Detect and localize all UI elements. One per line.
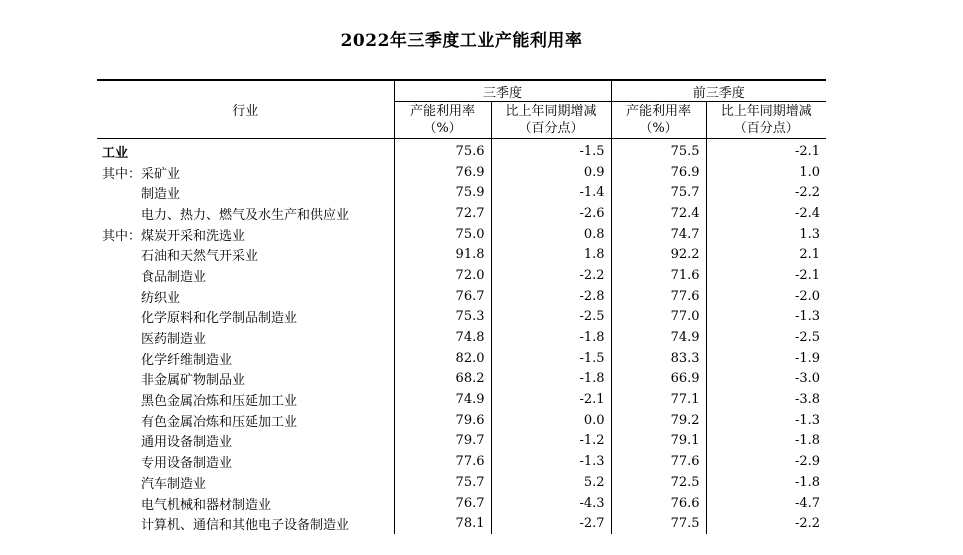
q3-rate-cell: 75.6 — [394, 139, 491, 162]
header-rate-line2: （%） — [639, 121, 678, 136]
row-label: 其中：采矿业 — [102, 166, 181, 182]
q3-change-cell: -2.7 — [491, 513, 611, 534]
q3-change-cell: -1.2 — [491, 431, 611, 452]
q3-change-cell: -2.1 — [491, 389, 611, 410]
q3-rate-cell: 91.8 — [394, 244, 491, 265]
table-row — [97, 369, 826, 390]
q3-rate-cell: 68.2 — [394, 369, 491, 390]
table-row — [97, 182, 826, 203]
header-ytd-rate — [611, 102, 706, 139]
q3-rate-cell: 82.0 — [394, 348, 491, 369]
table-row — [97, 348, 826, 369]
ytd-rate-cell: 75.5 — [611, 139, 706, 162]
row-label: 有色金属冶炼和压延加工业 — [141, 414, 298, 430]
header-change-line1: 比上年同期增减 — [720, 104, 812, 119]
ytd-rate-cell: 75.7 — [611, 182, 706, 203]
table-row — [97, 265, 826, 286]
ytd-rate-cell: 77.6 — [611, 286, 706, 307]
header-q3-change — [491, 102, 611, 139]
row-label: 专用设备制造业 — [141, 456, 233, 472]
ytd-rate-cell: 71.6 — [611, 265, 706, 286]
table-row — [97, 224, 826, 245]
q3-rate-cell: 75.0 — [394, 224, 491, 245]
row-label: 汽车制造业 — [141, 476, 207, 492]
row-label: 制造业 — [141, 187, 181, 203]
ytd-rate-cell: 92.2 — [611, 244, 706, 265]
q3-rate-cell: 76.9 — [394, 162, 491, 183]
row-label: 电力、热力、燃气及水生产和供应业 — [141, 207, 350, 223]
q3-rate-cell: 75.9 — [394, 182, 491, 203]
q3-rate-cell: 74.8 — [394, 327, 491, 348]
ytd-change-cell: 1.0 — [706, 162, 826, 183]
table-row — [97, 431, 826, 452]
ytd-change-cell: 2.1 — [706, 244, 826, 265]
ytd-rate-cell: 77.1 — [611, 389, 706, 410]
header-group-q3: 三季度 — [394, 80, 611, 102]
q3-rate-cell: 76.7 — [394, 493, 491, 514]
ytd-change-cell: -4.7 — [706, 493, 826, 514]
row-label: 非金属矿物制品业 — [141, 373, 246, 389]
ytd-change-cell: -2.1 — [706, 139, 826, 162]
header-q3-rate — [394, 102, 491, 139]
ytd-change-cell: -1.8 — [706, 472, 826, 493]
q3-change-cell: 5.2 — [491, 472, 611, 493]
table-row — [97, 286, 826, 307]
row-label: 医药制造业 — [141, 332, 207, 348]
table-row — [97, 389, 826, 410]
ytd-rate-cell: 77.5 — [611, 513, 706, 534]
ytd-rate-cell: 83.3 — [611, 348, 706, 369]
header-change-line1: 比上年同期增减 — [505, 104, 597, 119]
table-row — [97, 513, 826, 534]
row-label: 工业 — [102, 145, 129, 161]
ytd-change-cell: -1.8 — [706, 431, 826, 452]
table-row — [97, 244, 826, 265]
ytd-rate-cell: 76.6 — [611, 493, 706, 514]
header-group-row — [97, 80, 826, 102]
ytd-change-cell: -1.3 — [706, 307, 826, 328]
q3-change-cell: -1.5 — [491, 139, 611, 162]
table-row — [97, 307, 826, 328]
capacity-utilization-table — [97, 79, 826, 534]
ytd-change-cell: -2.0 — [706, 286, 826, 307]
q3-rate-cell: 75.7 — [394, 472, 491, 493]
ytd-rate-cell: 66.9 — [611, 369, 706, 390]
q3-rate-cell: 74.9 — [394, 389, 491, 410]
q3-change-cell: -1.3 — [491, 451, 611, 472]
header-rate-line2: （%） — [423, 121, 462, 136]
ytd-rate-cell: 76.9 — [611, 162, 706, 183]
row-label: 纺织业 — [141, 290, 181, 306]
q3-change-cell: -1.5 — [491, 348, 611, 369]
ytd-change-cell: -2.1 — [706, 265, 826, 286]
q3-change-cell: 0.8 — [491, 224, 611, 245]
ytd-change-cell: -3.8 — [706, 389, 826, 410]
header-change-line2: （百分点） — [733, 121, 799, 136]
q3-change-cell: -1.4 — [491, 182, 611, 203]
ytd-rate-cell: 77.0 — [611, 307, 706, 328]
ytd-rate-cell: 72.4 — [611, 203, 706, 224]
ytd-rate-cell: 77.6 — [611, 451, 706, 472]
ytd-change-cell: -2.2 — [706, 513, 826, 534]
q3-change-cell: -1.8 — [491, 369, 611, 390]
q3-rate-cell: 75.3 — [394, 307, 491, 328]
ytd-change-cell: -2.4 — [706, 203, 826, 224]
q3-rate-cell: 76.7 — [394, 286, 491, 307]
table-row — [97, 327, 826, 348]
q3-change-cell: 0.9 — [491, 162, 611, 183]
row-label: 电气机械和器材制造业 — [141, 497, 272, 513]
table-row — [97, 203, 826, 224]
ytd-change-cell: -2.2 — [706, 182, 826, 203]
header-group-first-three-quarters: 前三季度 — [611, 80, 826, 102]
table-row — [97, 162, 826, 183]
ytd-change-cell: -3.0 — [706, 369, 826, 390]
q3-change-cell: -2.2 — [491, 265, 611, 286]
header-ytd-change — [706, 102, 826, 139]
row-label: 化学原料和化学制品制造业 — [141, 311, 298, 327]
q3-change-cell: 0.0 — [491, 410, 611, 431]
row-label: 化学纤维制造业 — [141, 352, 233, 368]
table-row — [97, 410, 826, 431]
ytd-rate-cell: 74.7 — [611, 224, 706, 245]
ytd-change-cell: 1.3 — [706, 224, 826, 245]
row-label: 石油和天然气开采业 — [141, 249, 259, 265]
ytd-rate-cell: 72.5 — [611, 472, 706, 493]
row-label: 黑色金属冶炼和压延加工业 — [141, 394, 298, 410]
table-row — [97, 139, 826, 162]
q3-change-cell: -2.6 — [491, 203, 611, 224]
header-change-line2: （百分点） — [518, 121, 584, 136]
header-rate-line1: 产能利用率 — [626, 104, 692, 119]
page-title: 2022年三季度工业产能利用率 — [340, 31, 583, 51]
header-rate-line1: 产能利用率 — [409, 104, 475, 119]
ytd-change-cell: -2.5 — [706, 327, 826, 348]
row-label: 食品制造业 — [141, 269, 207, 285]
ytd-rate-cell: 79.1 — [611, 431, 706, 452]
q3-change-cell: -2.8 — [491, 286, 611, 307]
q3-rate-cell: 77.6 — [394, 451, 491, 472]
ytd-change-cell: -2.9 — [706, 451, 826, 472]
table-row — [97, 493, 826, 514]
q3-rate-cell: 79.7 — [394, 431, 491, 452]
row-label: 通用设备制造业 — [141, 435, 233, 451]
q3-change-cell: -4.3 — [491, 493, 611, 514]
q3-rate-cell: 72.0 — [394, 265, 491, 286]
q3-change-cell: 1.8 — [491, 244, 611, 265]
row-label: 其中：煤炭开采和洗选业 — [102, 228, 246, 244]
header-industry: 行业 — [97, 80, 394, 139]
ytd-change-cell: -1.3 — [706, 410, 826, 431]
q3-change-cell: -1.8 — [491, 327, 611, 348]
table-row — [97, 472, 826, 493]
table-row — [97, 451, 826, 472]
ytd-rate-cell: 74.9 — [611, 327, 706, 348]
q3-change-cell: -2.5 — [491, 307, 611, 328]
ytd-change-cell: -1.9 — [706, 348, 826, 369]
row-label: 计算机、通信和其他电子设备制造业 — [141, 518, 350, 534]
q3-rate-cell: 78.1 — [394, 513, 491, 534]
q3-rate-cell: 79.6 — [394, 410, 491, 431]
q3-rate-cell: 72.7 — [394, 203, 491, 224]
ytd-rate-cell: 79.2 — [611, 410, 706, 431]
